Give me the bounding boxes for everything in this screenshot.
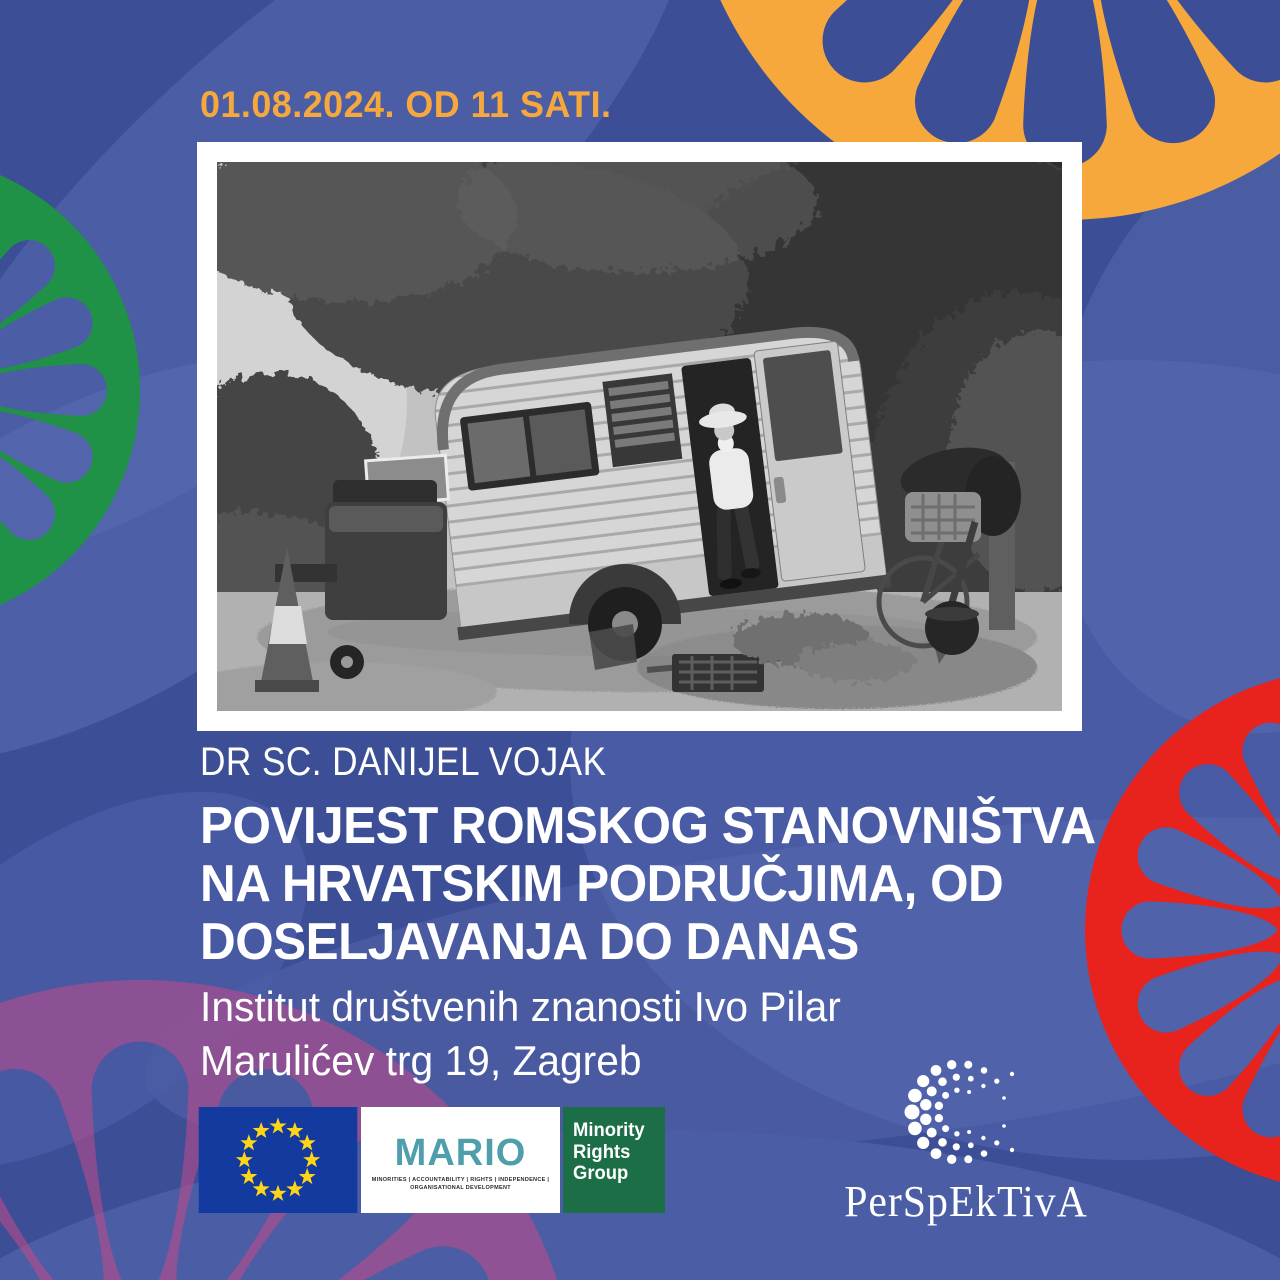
event-date: 01.08.2024. OD 11 SATI. [200,84,612,125]
mario-tagline-1: MINORITIES | ACCOUNTABILITY | RIGHTS | INDEPENDENCE | [371,1177,550,1183]
mario-logo [361,1107,560,1213]
mario-wordmark: MARIO [394,1132,527,1174]
venue [200,980,861,1088]
title-line-1: POVIJEST ROMSKOG STANOVNIŠTVA [200,797,1096,855]
venue-address: Marulićev trg 19, Zagreb [200,1037,642,1084]
venue-institution: Institut društvenih znanosti Ivo Pilar [200,983,841,1030]
mario-tagline-2: ORGANISATIONAL DEVELOPMENT [410,1185,511,1191]
mrg-line-3: Group [573,1163,629,1184]
photo-frame [197,142,1082,731]
logo-strip [198,1107,665,1213]
perspektiva-wordmark: PerSpEkTivA [844,1177,1088,1226]
perspektiva-dot-swirl-icon [898,1052,1028,1174]
mrg-line-2: Rights [573,1141,631,1163]
caravan-photo-illustration [217,162,1062,711]
lecture-title [200,797,1143,971]
speaker-name: DR SC. DANIJEL VOJAK [200,740,607,784]
title-line-3: DOSELJAVANJA DO DANAS [200,913,859,971]
mrg-line-1: Minority [573,1120,645,1141]
eu-flag-logo [198,1107,358,1213]
minority-rights-group-logo [563,1107,665,1213]
title-line-2: NA HRVATSKIM PODRUČJIMA, OD [200,855,1004,913]
